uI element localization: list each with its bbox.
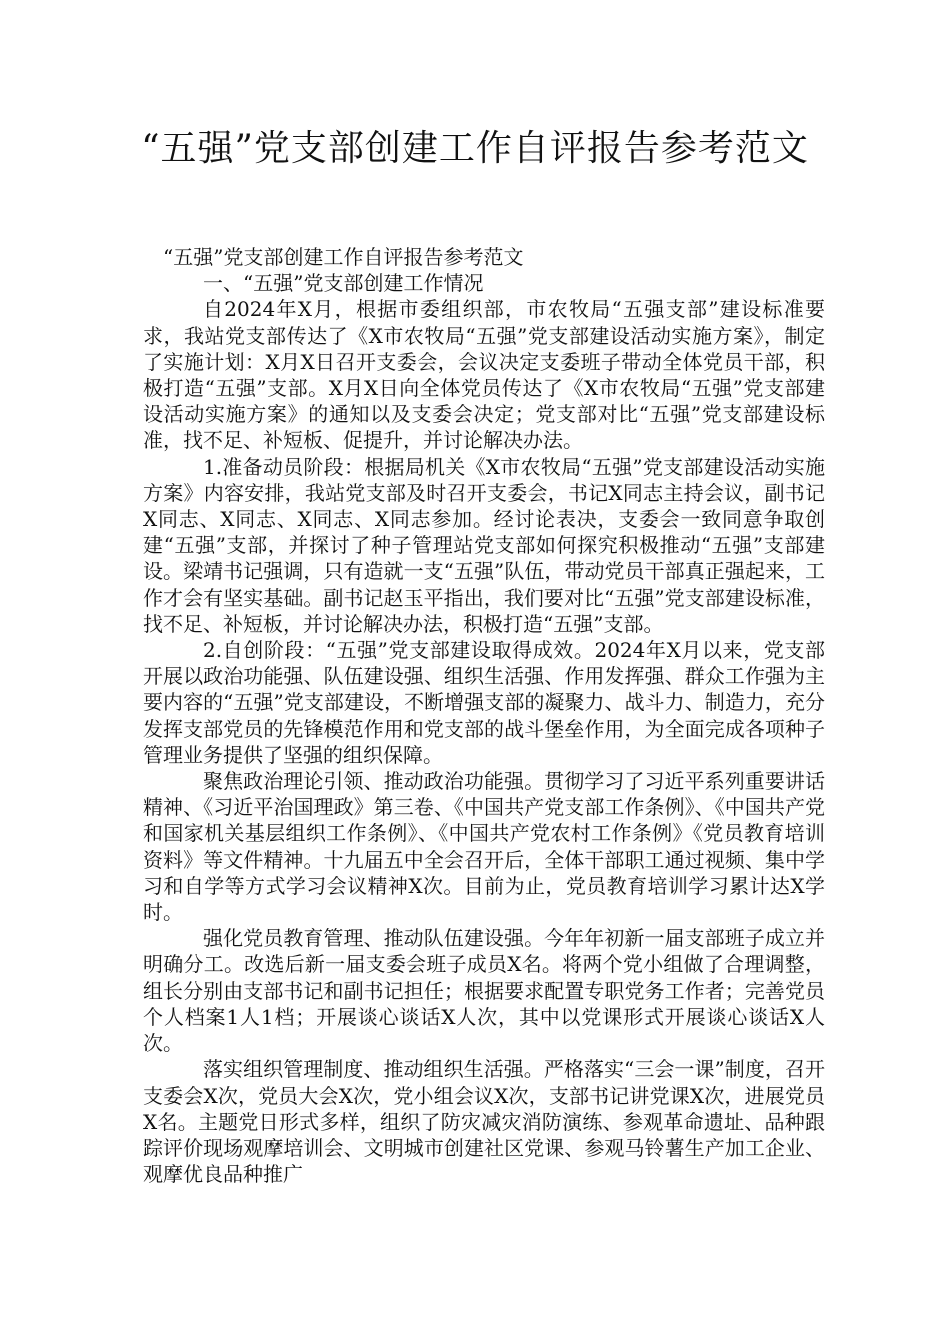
paragraph: 强化党员教育管理、推动队伍建设强。今年年初新一届支部班子成立并明确分工。改选后新一届支委会班子成员X名。将两个党小组做了合理调整，组长分别由支部书记和副书记担任；根据要求配置专职党务工作者；完善党员个人档案1人1档；开展谈心谈话X人次，其中以党课形式开展谈心谈话X人次。 [143,926,825,1056]
paragraph: 聚焦政治理论引领、推动政治功能强。贯彻学习了习近平系列重要讲话精神、《习近平治国理政》第三卷、《中国共产党支部工作条例》、《中国共产党和国家机关基层组织工作条例》、《中国共产党农村工作条例》《党员教育培训资料》等文件精神。十九届五中全会召开后，全体干部职工通过视频、集中学习和自学等方式学习会议精神X次。目前为止，党员教育培训学习累计达X学时。 [143,769,825,925]
paragraph: 落实组织管理制度、推动组织生活强。严格落实“三会一课”制度，召开支委会X次，党员大会X次，党小组会议X次，支部书记讲党课X次，进展党员X名。主题党日形式多样，组织了防灾减灾消防演练、参观革命遗址、品种跟踪评价现场观摩培训会、文明城市创建社区党课、参观马铃薯生产加工企业、观摩优良品种推广 [143,1057,825,1187]
section-heading: 一、“五强”党支部创建工作情况 [203,271,484,296]
document-title: “五强”党支部创建工作自评报告参考范文 [141,128,809,169]
document-body [143,244,825,1187]
paragraph: 自2024年X月，根据市委组织部，市农牧局“五强支部”建设标准要求，我站党支部传达了《X市农牧局“五强”党支部建设活动实施方案》，制定了实施计划：X月X日召开支委会，会议决定支委班子带动全体党员干部，积极打造“五强”支部。X月X日向全体党员传达了《X市农牧局“五强”党支部建设活动实施方案》的通知以及支委会决定；党支部对比“五强”党支部建设标准，找不足、补短板、促提升，并讨论解决办法。 [143,297,825,453]
paragraph: 1.准备动员阶段：根据局机关《X市农牧局“五强”党支部建设活动实施方案》内容安排，我站党支部及时召开支委会，书记X同志主持会议，副书记X同志、X同志、X同志、X同志参加。经讨论表决，支委会一致同意争取创建“五强”支部，并探讨了种子管理站党支部如何探究积极推动“五强”支部建设。梁靖书记强调，只有造就一支“五强”队伍，带动党员干部真正强起来，工作才会有坚实基础。副书记赵玉平指出，我们要对比“五强”党支部建设标准，找不足、补短板，并讨论解决办法，积极打造“五强”支部。 [143,454,825,636]
paragraph: 2.自创阶段：“五强”党支部建设取得成效。2024年X月以来，党支部开展以政治功能强、队伍建设强、组织生活强、作用发挥强、群众工作强为主要内容的“五强”党支部建设，不断增强支部的凝聚力、战斗力、制造力，充分发挥支部党员的先锋模范作用和党支部的战斗堡垒作用，为全面完成各项种子管理业务提供了坚强的组织保障。 [143,638,825,767]
document-subtitle: “五强”党支部创建工作自评报告参考范文 [163,245,524,269]
